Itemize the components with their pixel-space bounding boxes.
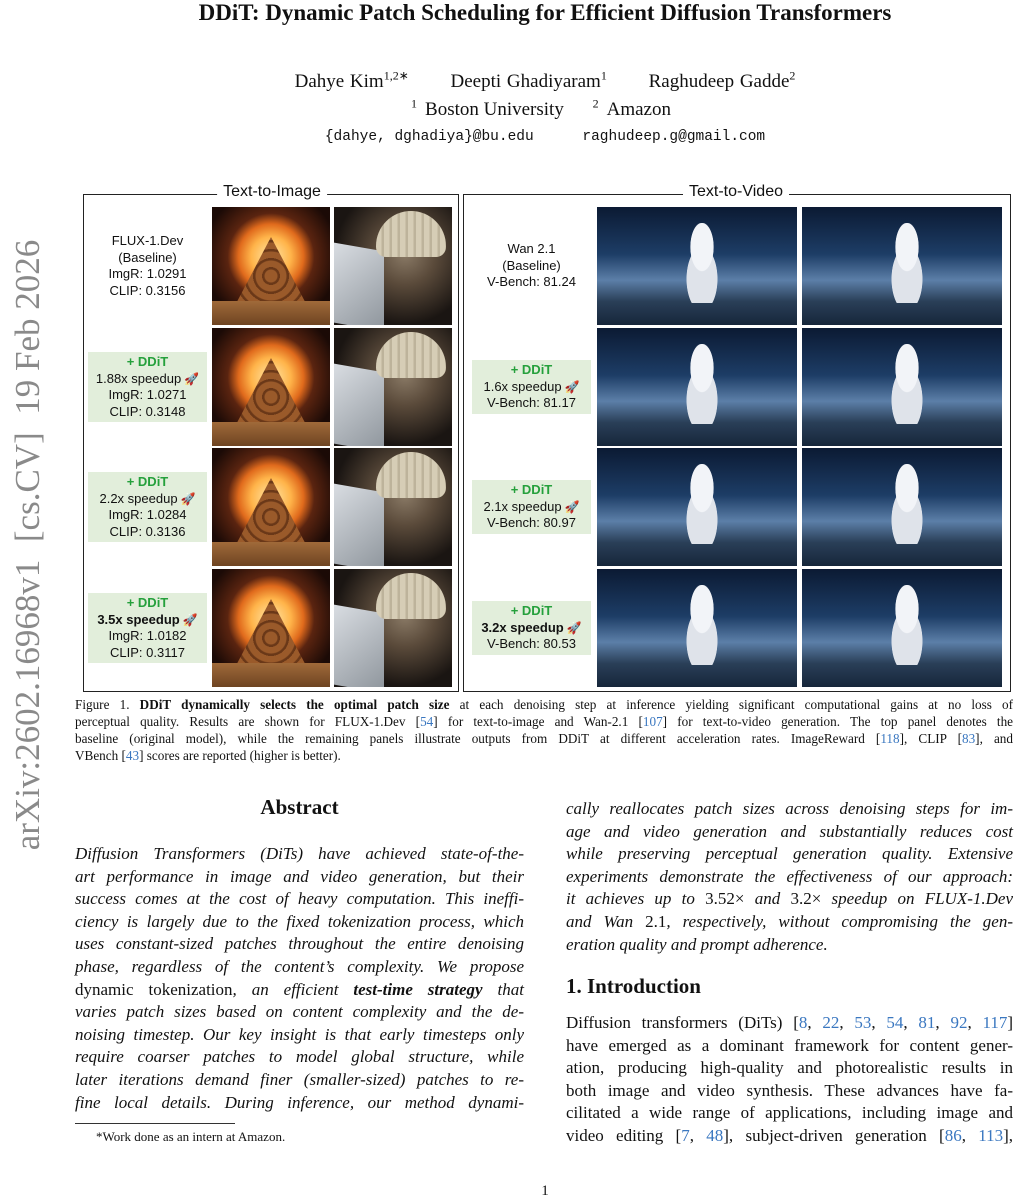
intro-line <box>566 1102 1013 1125</box>
sand <box>212 663 330 687</box>
laptop <box>334 605 384 687</box>
text-run: art performance in image and video generation, but their <box>75 866 524 886</box>
ddit-result-label <box>88 352 207 422</box>
abstract-line <box>75 956 524 979</box>
astronaut-rider <box>880 464 934 544</box>
text-run: noising timestep. Our key insight is that early timesteps only <box>75 1024 524 1044</box>
metric-line: Wan 2.1 <box>507 241 556 257</box>
baseline-label <box>472 239 591 293</box>
affiliation <box>593 99 679 120</box>
generated-image-sloth <box>334 328 452 446</box>
abstract-line <box>566 821 1013 844</box>
text-run: , <box>689 1125 707 1145</box>
text-run: ], subject-driven generation [ <box>723 1125 945 1145</box>
abstract-line <box>75 1001 524 1024</box>
author <box>451 71 607 92</box>
text-run: VBench [ <box>75 748 126 763</box>
metric-line: CLIP: 0.3136 <box>109 523 186 539</box>
metric-line: ImgR: 1.0284 <box>108 507 187 522</box>
citation-link[interactable]: 8 <box>798 1013 808 1032</box>
astronaut-rider <box>880 344 934 424</box>
rocket-icon: 🚀 <box>566 620 582 635</box>
text-run: video editing [ <box>566 1125 682 1145</box>
metric-line: ImgR: 1.0182 <box>108 628 187 643</box>
ddit-result-label <box>472 480 591 534</box>
text-run: ], and <box>975 731 1013 746</box>
citation-link[interactable]: 81 <box>918 1013 936 1032</box>
text-run: ] for text-to-video generation. The top panel denotes the <box>662 714 1014 729</box>
speedup-line <box>88 612 207 629</box>
page-number: 1 <box>541 1183 549 1199</box>
ddit-tag: + DDiT <box>510 482 553 498</box>
abstract-line <box>75 1069 524 1092</box>
laptop <box>334 243 384 325</box>
text-run: ] <box>1007 1013 1013 1032</box>
footnote: *Work done as an intern at Amazon. <box>96 1129 286 1144</box>
text-run: success comes at the cost of heavy computation. This ineffi- <box>75 889 524 909</box>
panel-title: Text-to-Video <box>683 183 789 201</box>
video-frame-astronaut-horse-2 <box>802 569 1002 687</box>
intro-line <box>566 1012 1013 1035</box>
abstract-text-left <box>75 843 524 1114</box>
speedup-line <box>88 371 207 388</box>
text-run: , <box>903 1013 919 1032</box>
text-run: age and video generation and substantially reduces cost <box>566 821 1013 841</box>
text-run: , <box>967 1013 983 1032</box>
text-run: and <box>744 889 791 909</box>
ddit-tag: + DDiT <box>510 603 553 619</box>
speedup-text: 3.2x speedup <box>481 619 564 635</box>
generated-image-sun-pyramid <box>212 448 330 566</box>
metric-line: CLIP: 0.3117 <box>110 644 185 660</box>
text-run: perceptual quality. Results are shown for FLUX-1.Dev [ <box>75 714 421 729</box>
video-frame-astronaut-horse-1 <box>597 328 797 446</box>
footnote-rule <box>75 1123 235 1124</box>
metric-line: ImgR: 1.0271 <box>108 387 187 402</box>
beanie <box>376 573 446 619</box>
text-run: , an efficient <box>232 979 354 999</box>
abstract-line <box>75 1024 524 1047</box>
citation-link[interactable]: 43 <box>125 748 140 763</box>
sand <box>212 542 330 566</box>
speedup-text: 2.1x speedup <box>483 498 562 514</box>
speedup-text: 1.6x speedup <box>483 378 562 394</box>
caption-line <box>75 730 1013 747</box>
astronaut-rider <box>675 585 729 665</box>
arxiv-stamp: arXiv:2602.16968v1 [cs.CV] 19 Feb 2026 <box>8 239 47 851</box>
generated-image-sun-pyramid <box>212 328 330 446</box>
beanie <box>376 332 446 378</box>
ddit-result-label <box>88 472 207 542</box>
citation-link[interactable]: 117 <box>982 1013 1008 1032</box>
generated-image-sloth <box>334 448 452 566</box>
laptop <box>334 484 384 566</box>
generated-image-sloth <box>334 207 452 325</box>
intro-line <box>566 1057 1013 1080</box>
intro-line <box>566 1125 1013 1148</box>
text-run: it achieves up to <box>566 889 706 909</box>
baseline-label <box>88 231 207 301</box>
text-run: phase, regardless of the content’s complexity. We propose <box>75 956 524 976</box>
author <box>295 71 409 92</box>
text-run: Diffusion Transformers (DiTs) have achieved state-of-the- <box>75 844 524 863</box>
text-run: that <box>482 979 524 999</box>
text-run: fine local details. During inference, our method dynami- <box>75 1092 524 1112</box>
generated-image-sloth <box>334 569 452 687</box>
author-name: Dahye Kim <box>294 71 384 93</box>
video-frame-astronaut-horse-1 <box>597 207 797 325</box>
text-run: Figure 1. <box>75 697 140 712</box>
abstract-line <box>75 843 524 866</box>
affil-name: Amazon <box>606 99 671 121</box>
caption-line <box>75 713 1013 730</box>
citation-link[interactable]: 107 <box>642 714 663 729</box>
text-run: varies patch sizes based on content complexity and the de- <box>75 1002 524 1022</box>
text-run: ] scores are reported (higher is better). <box>139 748 341 763</box>
rocket-icon: 🚀 <box>564 379 580 394</box>
citation-link[interactable]: 118 <box>880 731 900 746</box>
affiliation <box>411 99 572 120</box>
affil-mark: 1 <box>411 97 418 111</box>
text-run: have emerged as a dominant framework for content gener- <box>566 1035 1013 1055</box>
author-list <box>75 69 1014 93</box>
abstract-line <box>75 1046 524 1069</box>
paper-title: DDiT: Dynamic Patch Scheduling for Efficient Diffusion Transformers <box>198 0 892 25</box>
caption-line <box>75 696 1013 713</box>
text-run: uses constant-sized patches throughout the entire denoising <box>75 934 524 954</box>
affiliations <box>75 97 1014 121</box>
text-run: ation, producing high-quality and photorealistic results in <box>566 1058 1013 1078</box>
video-frame-astronaut-horse-2 <box>802 328 1002 446</box>
text-run: and Wan <box>566 911 646 931</box>
text-run: dynamic tokenization <box>75 979 233 999</box>
speedup-text: 1.88x speedup <box>95 370 182 386</box>
emails <box>75 129 1014 145</box>
text-run: , <box>839 1013 855 1032</box>
speedup-text: 2.2x speedup <box>99 490 178 506</box>
text-run: later iterations demand finer (smaller-sized) patches to re- <box>75 1069 524 1089</box>
metric-line: V-Bench: 81.24 <box>487 274 576 290</box>
text-run: at each denoising step at inference yielding significant computational gains at no loss of <box>449 697 1013 712</box>
text-run: ciency is largely due to the fixed tokenization process, which <box>75 911 524 931</box>
panel-title: Text-to-Image <box>217 183 327 201</box>
email[interactable]: {dahye, dghadiya}@bu.edu <box>324 129 534 145</box>
ddit-tag: + DDiT <box>510 362 553 378</box>
astronaut-rider <box>880 585 934 665</box>
metric-line: (Baseline) <box>118 249 177 265</box>
text-run: 3.52× <box>705 889 745 909</box>
ddit-result-label <box>472 360 591 414</box>
astronaut-rider <box>675 344 729 424</box>
introduction-text <box>566 1012 1013 1148</box>
intro-line <box>566 1080 1013 1103</box>
sand <box>212 422 330 446</box>
video-frame-astronaut-horse-2 <box>802 448 1002 566</box>
section-heading-introduction: 1. Introduction <box>566 974 701 998</box>
abstract-line <box>75 979 524 1002</box>
ddit-result-label <box>88 593 207 663</box>
speedup-text: 3.5x speedup <box>97 611 180 627</box>
abstract-text-right <box>566 798 1013 956</box>
text-run: cilitated a wide range of applications, including image and <box>566 1103 1013 1123</box>
citation-link[interactable]: 113 <box>978 1125 1004 1145</box>
ddit-tag: + DDiT <box>126 474 169 489</box>
beanie <box>376 211 446 257</box>
text-run: Diffusion transformers (DiTs) [ <box>566 1013 799 1032</box>
text-run: experiments demonstrate the effectiveness of our approach: <box>566 866 1013 886</box>
intro-line <box>566 1035 1013 1058</box>
astronaut-rider <box>880 223 934 303</box>
author-affil-mark: 1 <box>600 69 607 83</box>
metric-line: CLIP: 0.3156 <box>109 282 186 298</box>
text-run: while preserving perceptual generation quality. Extensive <box>566 844 1013 864</box>
citation-link[interactable]: 92 <box>950 1013 968 1032</box>
abstract-line <box>75 1092 524 1115</box>
sand <box>212 301 330 325</box>
text-run: speedup on FLUX-1.Dev <box>821 889 1013 909</box>
text-run: , <box>871 1013 887 1032</box>
astronaut-rider <box>675 223 729 303</box>
citation-link[interactable]: 48 <box>706 1125 724 1145</box>
metric-line: (Baseline) <box>502 257 561 273</box>
abstract-line <box>75 911 524 934</box>
author-affil-mark: 2 <box>789 69 796 83</box>
text-run: DDiT dynamically selects the optimal patch size <box>139 697 450 712</box>
citation-link[interactable]: 86 <box>944 1125 962 1145</box>
citation-link[interactable]: 53 <box>854 1013 872 1032</box>
ddit-result-label <box>472 601 591 655</box>
author-name: Raghudeep Gadde <box>648 71 790 93</box>
ddit-tag: + DDiT <box>126 354 169 369</box>
abstract-line <box>566 843 1013 866</box>
video-frame-astronaut-horse-1 <box>597 569 797 687</box>
metric-line: V-Bench: 81.17 <box>487 395 576 411</box>
text-run: ] for text-to-image and Wan-2.1 [ <box>433 714 643 729</box>
laptop <box>334 364 384 446</box>
generated-image-sun-pyramid <box>212 569 330 687</box>
text-run: ], CLIP [ <box>899 731 962 746</box>
speedup-line <box>472 379 591 396</box>
abstract-line <box>566 911 1013 934</box>
rocket-icon: 🚀 <box>184 371 200 386</box>
text-run: , <box>807 1013 823 1032</box>
metric-line: FLUX-1.Dev <box>111 233 184 248</box>
text-run: , <box>935 1013 951 1032</box>
author <box>649 71 796 92</box>
author-affil-mark: 1,2∗ <box>383 69 409 83</box>
video-frame-astronaut-horse-2 <box>802 207 1002 325</box>
citation-link[interactable]: 54 <box>420 714 434 729</box>
metric-line: CLIP: 0.3148 <box>109 403 186 419</box>
text-run: eration quality and prompt adherence. <box>566 934 828 954</box>
beanie <box>376 452 446 498</box>
generated-image-sun-pyramid <box>212 207 330 325</box>
citation-link[interactable]: 83 <box>961 731 976 746</box>
metric-line: V-Bench: 80.53 <box>487 636 576 652</box>
abstract-line <box>566 888 1013 911</box>
abstract-line <box>75 888 524 911</box>
text-run: 3.2× <box>790 889 822 909</box>
metric-line: ImgR: 1.0291 <box>108 266 187 281</box>
abstract-line <box>566 866 1013 889</box>
citation-link[interactable]: 22 <box>822 1013 840 1032</box>
rocket-icon: 🚀 <box>564 499 580 514</box>
abstract-line <box>75 866 524 889</box>
astronaut-rider <box>675 464 729 544</box>
metric-line: V-Bench: 80.97 <box>487 515 576 531</box>
abstract-line <box>566 798 1013 821</box>
text-run: ], <box>1003 1125 1014 1145</box>
abstract-line <box>75 933 524 956</box>
text-run: cally reallocates patch sizes across denoising steps for im- <box>566 799 1013 818</box>
author-name: Deepti Ghadiyaram <box>450 71 601 93</box>
abstract-line <box>566 934 1013 957</box>
text-run: 2.1 <box>645 911 667 931</box>
speedup-line <box>472 620 591 637</box>
video-frame-astronaut-horse-1 <box>597 448 797 566</box>
text-run: , <box>961 1125 979 1145</box>
affil-mark: 2 <box>592 97 599 111</box>
ddit-tag: + DDiT <box>126 595 169 610</box>
citation-link[interactable]: 7 <box>681 1125 690 1145</box>
speedup-line <box>88 491 207 508</box>
email[interactable]: raghudeep.g@gmail.com <box>582 129 766 145</box>
speedup-line <box>472 499 591 516</box>
text-run: test-time strategy <box>353 979 483 999</box>
citation-link[interactable]: 54 <box>886 1013 904 1032</box>
text-run: , respectively, without compromising the gen- <box>666 911 1013 931</box>
text-run: both image and video synthesis. These advances have fa- <box>566 1080 1013 1100</box>
caption-line <box>75 747 1013 764</box>
abstract-heading: Abstract <box>260 795 339 819</box>
rocket-icon: 🚀 <box>180 491 196 506</box>
text-run: baseline (original model), while the remaining panels illustrate outputs from DDiT at different acceleration rates. ImageReward [ <box>75 731 881 746</box>
rocket-icon: 🚀 <box>182 612 198 627</box>
text-run: require coarser patches to model global structure, while <box>75 1047 524 1067</box>
affil-name: Boston University <box>425 99 564 121</box>
figure-caption <box>75 696 1013 764</box>
